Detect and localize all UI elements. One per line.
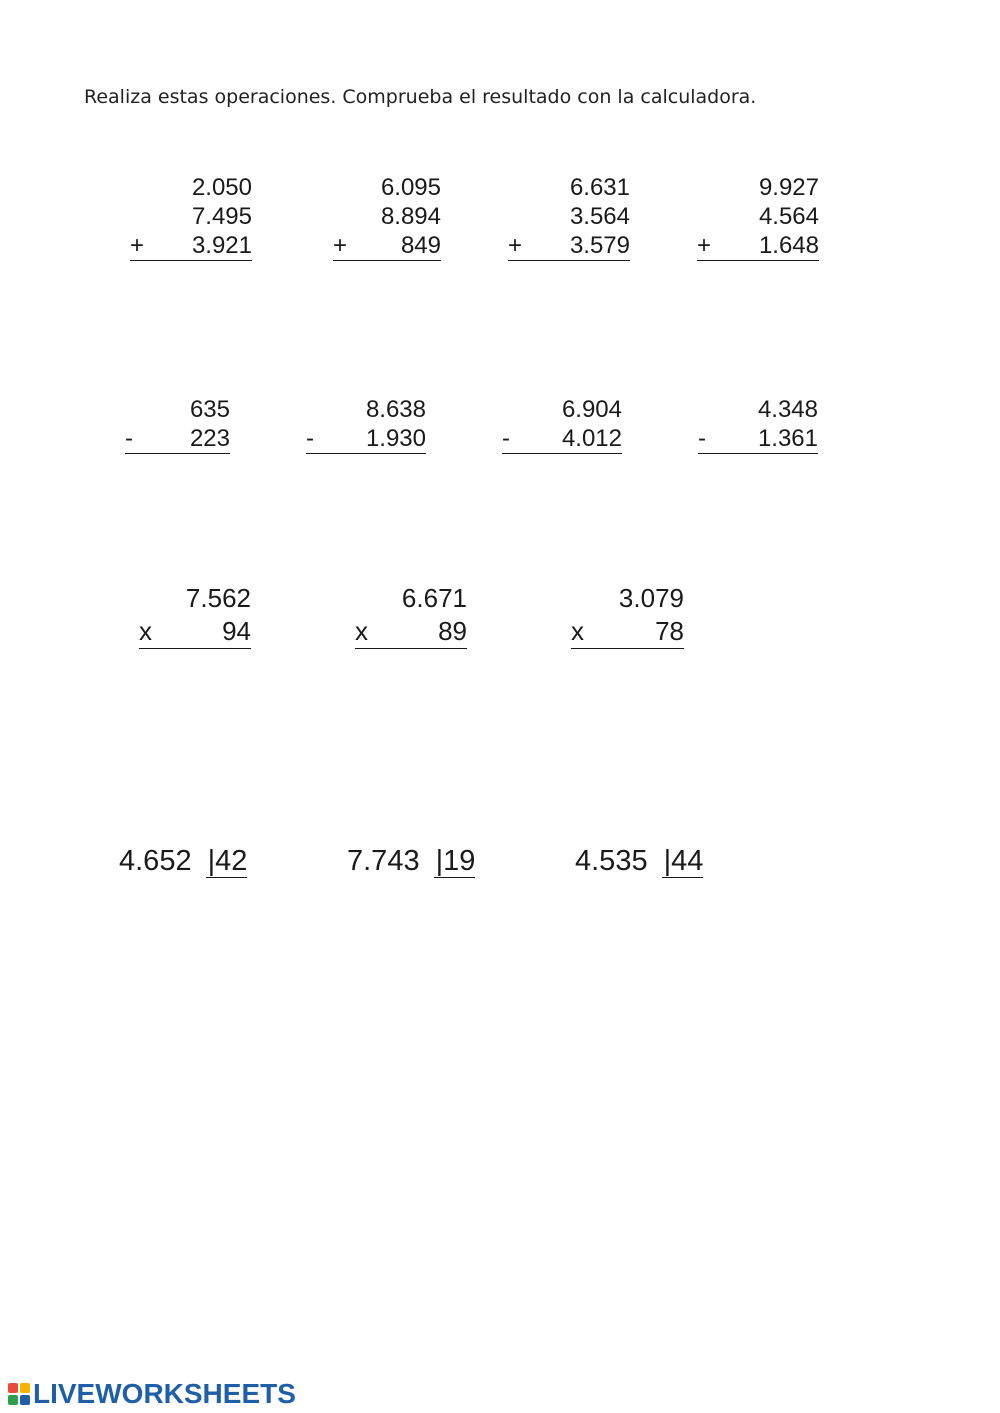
multiplier-row: [139, 615, 251, 649]
plus-sign: +: [697, 232, 712, 259]
divisor: |44: [663, 845, 704, 877]
subtrahend: 223: [189, 425, 230, 452]
minus-sign: -: [306, 425, 314, 452]
minus-sign: -: [698, 425, 706, 452]
multiplication-problem-1: [139, 582, 251, 649]
addend: 2.050: [191, 174, 252, 201]
minuend: 635: [189, 396, 230, 423]
subtrahend: 1.930: [365, 425, 426, 452]
addend: 849: [400, 232, 441, 259]
addend: 3.579: [569, 232, 630, 259]
division-problem-3: [575, 844, 703, 878]
subtraction-problem-3: [502, 395, 622, 454]
times-sign: x: [139, 616, 152, 646]
division-problem-2: [347, 844, 475, 878]
minus-sign: -: [502, 425, 510, 452]
addend-last-row: [333, 231, 441, 261]
liveworksheets-logo: [8, 1380, 296, 1408]
multiplicand: 3.079: [618, 583, 684, 613]
addend-last-row: [697, 231, 819, 261]
division-problem-1: [119, 844, 247, 878]
addend: 6.095: [380, 174, 441, 201]
addend: 6.631: [569, 174, 630, 201]
logo-squares-icon: [8, 1383, 30, 1405]
multiplier-row: [355, 615, 467, 649]
subtrahend-row: [125, 424, 230, 454]
multiplicand: 6.671: [401, 583, 467, 613]
subtraction-problem-2: [306, 395, 426, 454]
addend: 7.495: [191, 203, 252, 230]
multiplicand: 7.562: [185, 583, 251, 613]
addend: 3.564: [569, 203, 630, 230]
subtrahend-row: [306, 424, 426, 454]
subtrahend: 4.012: [561, 425, 622, 452]
multiplier: 94: [222, 616, 251, 646]
subtraction-problem-1: [125, 395, 230, 454]
minus-sign: -: [125, 425, 133, 452]
plus-sign: +: [508, 232, 523, 259]
addend: 1.648: [758, 232, 819, 259]
subtrahend-row: [502, 424, 622, 454]
subtraction-problem-4: [698, 395, 818, 454]
multiplier-row: [571, 615, 684, 649]
dividend: 7.743: [347, 845, 420, 877]
dividend: 4.535: [575, 845, 648, 877]
times-sign: x: [355, 616, 368, 646]
addition-problem-4: [697, 173, 819, 261]
addend: 3.921: [191, 232, 252, 259]
addend: 8.894: [380, 203, 441, 230]
minuend: 6.904: [561, 396, 622, 423]
multiplication-problem-3: [571, 582, 684, 649]
plus-sign: +: [333, 232, 348, 259]
addition-problem-3: [508, 173, 630, 261]
minuend: 8.638: [365, 396, 426, 423]
addend: 9.927: [758, 174, 819, 201]
addition-problem-1: [130, 173, 252, 261]
addend: 4.564: [758, 203, 819, 230]
dividend: 4.652: [119, 845, 192, 877]
subtrahend: 1.361: [757, 425, 818, 452]
logo-text: LIVEWORKSHEETS: [33, 1378, 296, 1409]
subtrahend-row: [698, 424, 818, 454]
instructions-text: Realiza estas operaciones. Comprueba el resultado con la calculadora.: [84, 86, 757, 108]
addition-problem-2: [333, 173, 441, 261]
addend-last-row: [508, 231, 630, 261]
times-sign: x: [571, 616, 584, 646]
multiplier: 78: [655, 616, 684, 646]
minuend: 4.348: [757, 396, 818, 423]
addend-last-row: [130, 231, 252, 261]
plus-sign: +: [130, 232, 145, 259]
divisor: |19: [435, 845, 476, 877]
multiplier: 89: [438, 616, 467, 646]
divisor: |42: [207, 845, 248, 877]
multiplication-problem-2: [355, 582, 467, 649]
